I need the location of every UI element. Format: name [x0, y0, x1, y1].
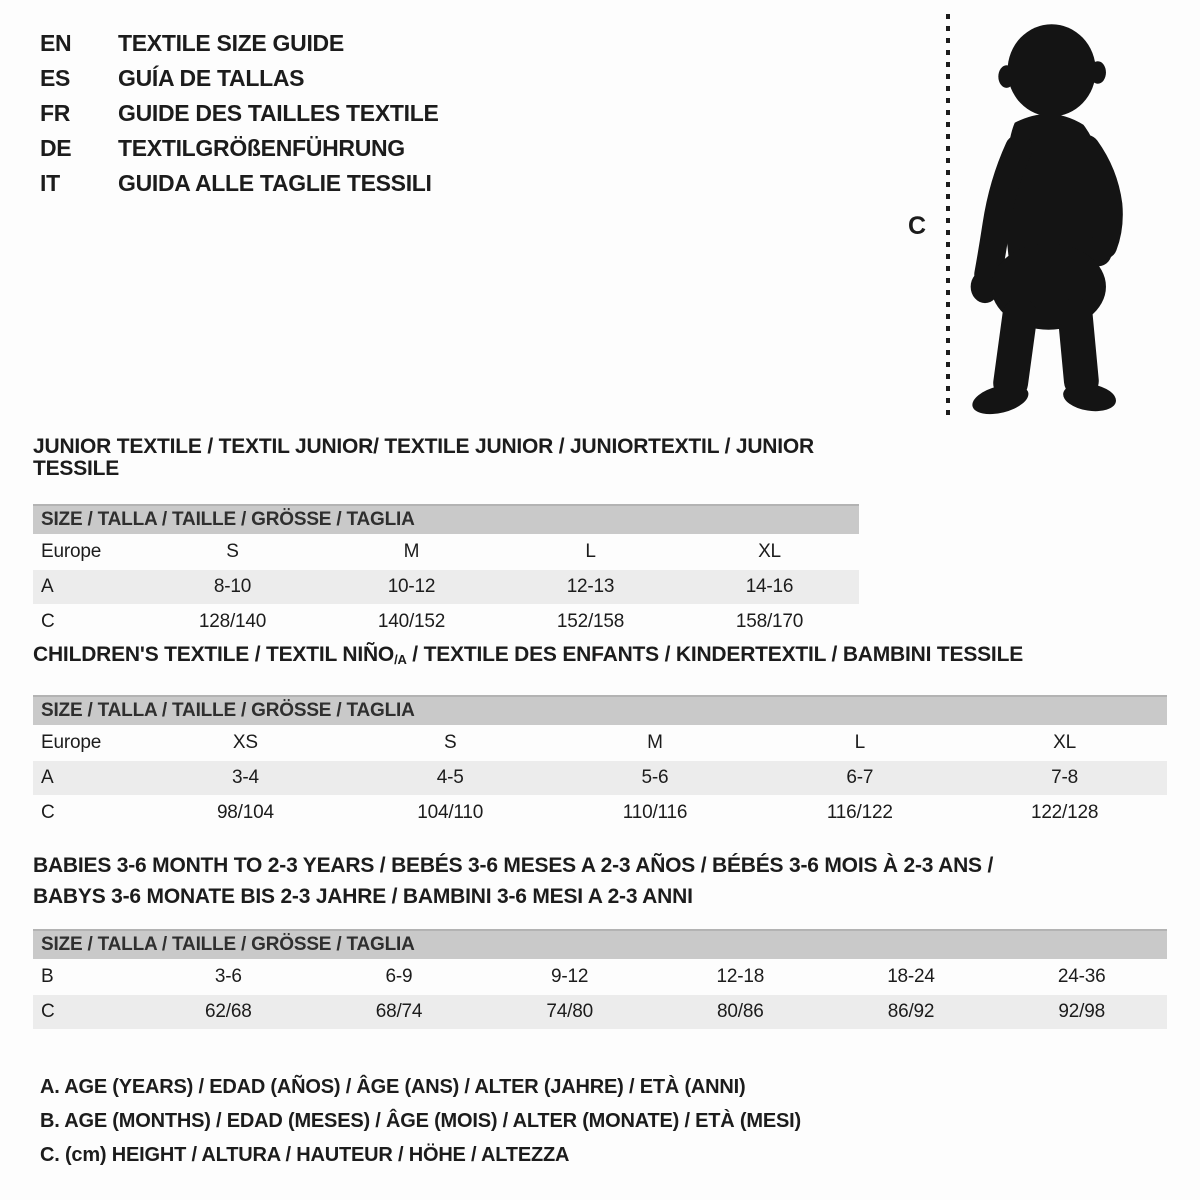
section-junior-textile	[33, 436, 859, 640]
section-children-textile	[33, 644, 1167, 831]
months-cell: 9-12	[551, 966, 589, 987]
language-row-en	[40, 26, 439, 61]
size-cell: L	[585, 541, 596, 562]
size-table-header: SIZE / TALLA / TAILLE / GRÖSSE / TAGLIA	[33, 695, 1167, 725]
section-babies-textile	[33, 850, 1167, 1029]
months-cell: 24-36	[1057, 966, 1106, 987]
height-cell: 98/104	[216, 802, 274, 823]
table-row-age	[33, 570, 859, 604]
language-code: EN	[40, 30, 72, 56]
size-cell: XL	[1053, 732, 1077, 753]
table-row-height	[33, 795, 1167, 831]
section-title-line2: BABYS 3-6 MONATE BIS 2-3 JAHRE / BAMBINI 3-6 MESI A 2-3 ANNI	[33, 885, 693, 908]
row-label: Europe	[41, 732, 102, 753]
section-title-rest: / TEXTILE DES ENFANTS / KINDERTEXTIL / BAMBINI TESSILE	[406, 643, 1024, 666]
row-label: C	[41, 1001, 55, 1022]
language-title: GUIDA ALLE TAGLIE TESSILI	[118, 170, 432, 196]
legend-line-c: C. (cm) HEIGHT / ALTURA / HAUTEUR / HÖHE / ALTEZZA	[40, 1144, 570, 1166]
height-cell: 140/152	[377, 611, 446, 632]
age-cell: 3-4	[231, 767, 259, 788]
months-cell: 6-9	[385, 966, 413, 987]
row-label: A	[41, 767, 54, 788]
section-title	[33, 644, 1167, 671]
height-measure-line	[944, 14, 952, 423]
babies-size-table	[33, 929, 1167, 1029]
table-row-europe	[33, 534, 859, 570]
size-cell: S	[226, 541, 239, 562]
age-cell: 4-5	[436, 767, 464, 788]
height-cell: 74/80	[546, 1001, 593, 1022]
language-code: FR	[40, 100, 71, 126]
section-title	[33, 850, 1167, 912]
language-title: GUIDE DES TAILLES TEXTILE	[118, 100, 439, 126]
height-measure-label-c: C	[908, 212, 927, 240]
months-cell: 12-18	[716, 966, 765, 987]
section-title-line1: BABIES 3-6 MONTH TO 2-3 YEARS / BEBÉS 3-6 MESES A 2-3 AÑOS / BÉBÉS 3-6 MOIS À 2-3 ANS /	[33, 854, 994, 877]
toddler-silhouette-icon	[956, 12, 1136, 427]
children-size-table	[33, 695, 1167, 831]
age-cell: 10-12	[387, 576, 436, 597]
table-row-age	[33, 761, 1167, 795]
language-title: TEXTILE SIZE GUIDE	[118, 30, 344, 56]
row-label: C	[41, 611, 55, 632]
size-cell: XS	[232, 732, 258, 753]
age-cell: 14-16	[745, 576, 794, 597]
height-cell: 80/86	[717, 1001, 764, 1022]
language-code: DE	[40, 135, 72, 161]
language-code: ES	[40, 65, 71, 91]
height-cell: 158/170	[735, 611, 804, 632]
height-cell: 116/122	[826, 802, 893, 823]
language-row-de	[40, 131, 439, 166]
months-cell: 18-24	[887, 966, 935, 987]
table-row-europe	[33, 725, 1167, 761]
size-cell: S	[443, 732, 457, 753]
legend-line-b: B. AGE (MONTHS) / EDAD (MESES) / ÂGE (MOIS) / ALTER (MONATE) / ETÀ (MESI)	[40, 1110, 801, 1132]
age-cell: 12-13	[566, 576, 615, 597]
table-row-height	[33, 604, 859, 640]
height-cell: 62/68	[205, 1001, 252, 1022]
row-label: A	[41, 576, 54, 597]
height-cell: 110/116	[622, 802, 688, 823]
height-cell: 152/158	[556, 611, 625, 632]
height-cell: 68/74	[375, 1001, 423, 1022]
language-row-fr	[40, 96, 439, 131]
size-cell: XL	[758, 541, 781, 562]
height-cell: 128/140	[198, 611, 267, 632]
age-cell: 6-7	[846, 767, 874, 788]
size-cell: M	[403, 541, 420, 562]
age-cell: 8-10	[213, 576, 252, 597]
section-title-sub: /A	[394, 652, 407, 667]
section-title-main: CHILDREN'S TEXTILE / TEXTIL NIÑO	[33, 643, 395, 666]
months-cell: 3-6	[214, 966, 242, 987]
height-cell: 104/110	[417, 802, 484, 823]
size-cell: L	[854, 732, 865, 753]
dashed-line-icon	[944, 14, 952, 418]
size-cell: M	[647, 732, 663, 753]
row-label: Europe	[41, 541, 102, 562]
section-title: JUNIOR TEXTILE / TEXTIL JUNIOR/ TEXTILE JUNIOR / JUNIORTEXTIL / JUNIOR TESSILE	[33, 435, 814, 480]
row-label: C	[41, 802, 55, 823]
legend-line-a: A. AGE (YEARS) / EDAD (AÑOS) / ÂGE (ANS) / ALTER (JAHRE) / ETÀ (ANNI)	[40, 1076, 746, 1098]
language-header	[40, 26, 439, 201]
age-cell: 7-8	[1051, 767, 1079, 788]
language-title: TEXTILGRÖßENFÜHRUNG	[118, 135, 405, 161]
row-label: B	[41, 966, 54, 987]
height-cell: 122/128	[1030, 802, 1099, 823]
size-table-header: SIZE / TALLA / TAILLE / GRÖSSE / TAGLIA	[33, 504, 859, 534]
age-cell: 5-6	[641, 767, 669, 788]
language-code: IT	[40, 170, 60, 196]
junior-size-table	[33, 504, 859, 640]
size-table-header: SIZE / TALLA / TAILLE / GRÖSSE / TAGLIA	[33, 929, 1167, 959]
table-row-months	[33, 959, 1167, 995]
height-cell: 92/98	[1058, 1001, 1105, 1022]
table-row-height	[33, 995, 1167, 1029]
legend	[40, 1070, 801, 1172]
language-row-it	[40, 166, 439, 201]
height-cell: 86/92	[887, 1001, 935, 1022]
language-row-es	[40, 61, 439, 96]
language-title: GUÍA DE TALLAS	[118, 65, 305, 91]
